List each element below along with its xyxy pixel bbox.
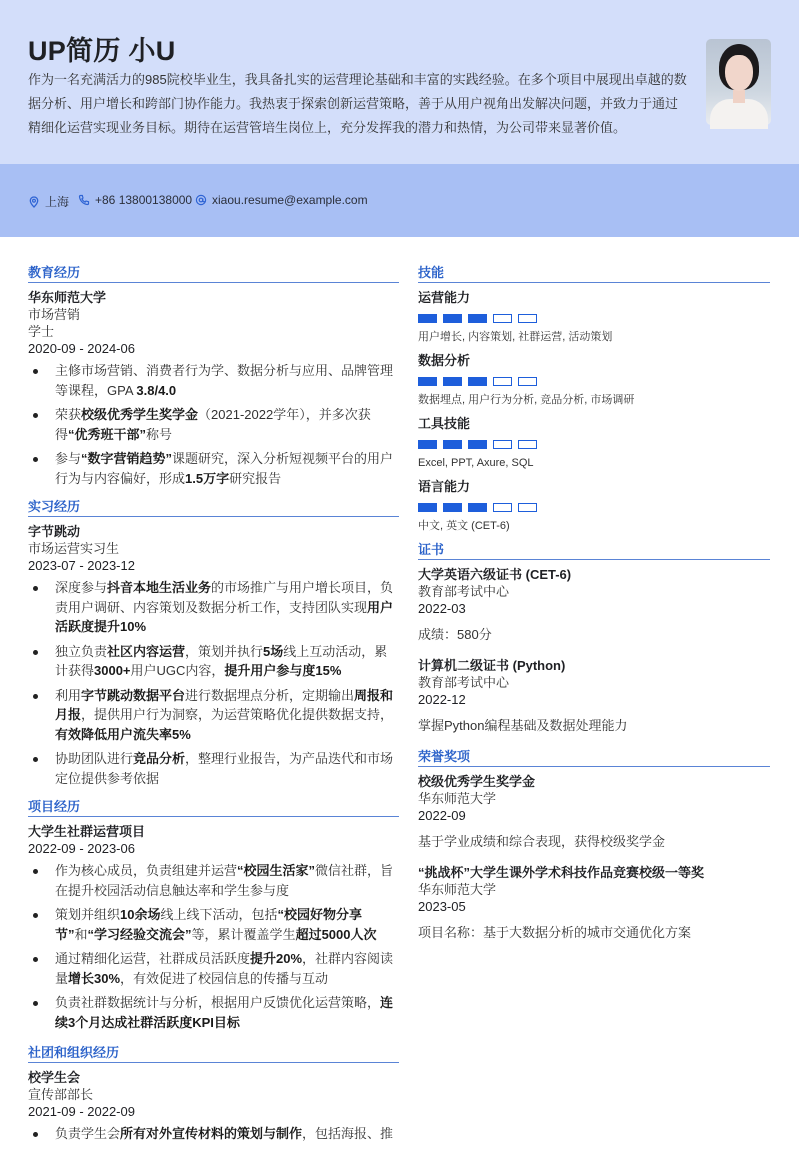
list-item: 作为核心成员，负责组建并运营“校园生活家”微信社群，旨在提升校园活动信息触达率和学生参与度	[28, 861, 399, 900]
certificate-note: 成绩：580分	[418, 627, 492, 642]
section-title-internship: 实习经历	[28, 498, 399, 517]
location-text: 上海	[45, 195, 70, 209]
skill-level-segment	[468, 314, 487, 323]
award-item	[418, 864, 770, 941]
school-name: 华东师范大学	[28, 290, 107, 305]
certificate-issuer: 教育部考试中心	[418, 584, 510, 599]
award-item	[418, 773, 770, 850]
section-title-project: 项目经历	[28, 798, 399, 817]
project-date: 2022-09 - 2023-06	[28, 841, 135, 856]
contact-phone[interactable]	[78, 193, 192, 207]
list-item: 负责社群数据统计与分析，根据用户反馈优化运营策略，连续3个月达成社群活跃度KPI目标	[28, 993, 399, 1032]
section-title-certificates: 证书	[418, 541, 770, 560]
organization-name: 校学生会	[28, 1070, 81, 1085]
certificate-item	[418, 657, 770, 734]
skill-description: 用户增长, 内容策划, 社群运营, 活动策划	[418, 331, 613, 343]
skill-level-segment	[493, 440, 512, 449]
skill-level-segment	[443, 377, 462, 386]
profile-photo	[706, 39, 771, 125]
skill-name: 工具技能	[418, 416, 471, 431]
organization-role: 宣传部部长	[28, 1087, 94, 1102]
right-column	[418, 264, 770, 951]
list-item: 主修市场营销、消费者行为学、数据分析与应用、品牌管理等课程，GPA 3.8/4.0	[28, 361, 399, 400]
certificate-date: 2022-12	[418, 692, 466, 707]
certificate-date: 2022-03	[418, 601, 466, 616]
left-column	[28, 264, 399, 1149]
skill-level-segment	[493, 377, 512, 386]
section-title-awards: 荣誉奖项	[418, 748, 770, 767]
skill-level-segment	[518, 314, 537, 323]
list-item: 独立负责社区内容运营，策划并执行5场线上互动活动，累计获得3000+用户UGC内容，提升用户参与度15%	[28, 642, 399, 681]
skill-description: 数据埋点, 用户行为分析, 竞品分析, 市场调研	[418, 394, 635, 406]
certificates-section	[418, 541, 770, 734]
skill-level-segment	[518, 503, 537, 512]
skill-level-segment	[418, 377, 437, 386]
skill-level-segment	[518, 440, 537, 449]
phone-text: +86 13800138000	[95, 193, 193, 207]
company-name: 字节跳动	[28, 524, 81, 539]
internship-date: 2023-07 - 2023-12	[28, 558, 135, 573]
award-issuer: 华东师范大学	[418, 882, 497, 897]
skill-level-segment	[443, 314, 462, 323]
location-pin-icon	[28, 196, 40, 208]
email-at-icon	[195, 194, 207, 206]
skill-name: 运营能力	[418, 290, 471, 305]
skill-name: 数据分析	[418, 353, 471, 368]
certificate-issuer: 教育部考试中心	[418, 675, 510, 690]
major: 市场营销	[28, 307, 81, 322]
skill-level-segment	[468, 377, 487, 386]
skill-item	[418, 415, 770, 471]
internship-section	[28, 498, 399, 788]
skill-level-segment	[493, 314, 512, 323]
list-item: 深度参与抖音本地生活业务的市场推广与用户增长项目，负责用户调研、内容策划及数据分析工作，支持团队实现用户活跃度提升10%	[28, 578, 399, 637]
skill-level-segment	[468, 503, 487, 512]
certificate-note: 掌握Python编程基础及数据处理能力	[418, 718, 628, 733]
award-note: 基于学业成绩和综合表现，获得校级奖学金	[418, 834, 666, 849]
candidate-name: UP简历 小U	[28, 36, 176, 66]
skill-description: Excel, PPT, Axure, SQL	[418, 457, 534, 469]
list-item: 策划并组织10余场线上线下活动，包括“校园好物分享节”和“学习经验交流会”等，累计覆盖学生超过5000人次	[28, 905, 399, 944]
skill-level-bar	[418, 503, 770, 512]
award-name: “挑战杯”大学生课外学术科技作品竞赛校级一等奖	[418, 865, 705, 880]
education-date: 2020-09 - 2024-06	[28, 341, 135, 356]
skill-level-segment	[418, 503, 437, 512]
list-item: 负责学生会所有对外宣传材料的策划与制作，包括海报、推	[28, 1124, 399, 1144]
list-item: 利用字节跳动数据平台进行数据埋点分析，定期输出周报和月报，提供用户行为洞察，为运营策略优化提供数据支持，有效降低用户流失率5%	[28, 686, 399, 745]
certificate-name: 大学英语六级证书 (CET-6)	[418, 567, 572, 582]
skill-name: 语言能力	[418, 479, 471, 494]
section-title-skills: 技能	[418, 264, 770, 283]
list-item: 协助团队进行竞品分析，整理行业报告，为产品迭代和市场定位提供参考依据	[28, 749, 399, 788]
contact-email[interactable]	[195, 193, 368, 207]
section-title-organization: 社团和组织经历	[28, 1044, 399, 1063]
skill-item	[418, 478, 770, 534]
organization-bullets	[28, 1124, 399, 1144]
skill-level-segment	[468, 440, 487, 449]
email-text: xiaou.resume@example.com	[212, 193, 368, 207]
organization-section	[28, 1044, 399, 1144]
certificate-name: 计算机二级证书 (Python)	[418, 658, 566, 673]
project-section	[28, 798, 399, 1032]
skill-level-segment	[493, 503, 512, 512]
award-date: 2023-05	[418, 899, 466, 914]
skill-level-segment	[418, 314, 437, 323]
skills-section	[418, 264, 770, 534]
contact-location	[28, 193, 69, 210]
skill-level-segment	[418, 440, 437, 449]
skill-item	[418, 352, 770, 408]
job-role: 市场运营实习生	[28, 541, 120, 556]
education-section	[28, 264, 399, 488]
award-name: 校级优秀学生奖学金	[418, 774, 536, 789]
section-title-education: 教育经历	[28, 264, 399, 283]
skill-level-bar	[418, 314, 770, 323]
skill-level-bar	[418, 440, 770, 449]
skill-level-segment	[443, 440, 462, 449]
skill-level-bar	[418, 377, 770, 386]
award-issuer: 华东师范大学	[418, 791, 497, 806]
internship-bullets	[28, 578, 399, 788]
skill-item	[418, 289, 770, 345]
project-bullets	[28, 861, 399, 1032]
profile-summary: 作为一名充满活力的985院校毕业生，我具备扎实的运营理论基础和丰富的实践经验。在多个项目中展现出卓越的数据分析、用户增长和跨部门协作能力。我热衷于探索创新运营策略，善于从用户视角出发解决问题，并致力于通过精细化运营实现业务目标。期待在运营管培生岗位上，充分发挥我的潜力和热情，为公司带来显著价值。	[28, 72, 687, 135]
awards-section	[418, 748, 770, 941]
list-item: 通过精细化运营，社群成员活跃度提升20%，社群内容阅读量增长30%，有效促进了校园信息的传播与互动	[28, 949, 399, 988]
list-item: 参与“数字营销趋势”课题研究，深入分析短视频平台的用户行为与内容偏好，形成1.5万字研究报告	[28, 449, 399, 488]
project-name: 大学生社群运营项目	[28, 824, 146, 839]
award-date: 2022-09	[418, 808, 466, 823]
resume-header	[0, 0, 799, 164]
skill-level-segment	[518, 377, 537, 386]
award-note: 项目名称：基于大数据分析的城市交通优化方案	[418, 925, 692, 940]
list-item: 荣获校级优秀学生奖学金（2021-2022学年），并多次获得“优秀班干部”称号	[28, 405, 399, 444]
organization-date: 2021-09 - 2022-09	[28, 1104, 135, 1119]
phone-icon	[78, 194, 90, 206]
certificate-item	[418, 566, 770, 643]
degree: 学士	[28, 324, 55, 339]
education-bullets	[28, 361, 399, 488]
skill-level-segment	[443, 503, 462, 512]
skill-description: 中文, 英文 (CET-6)	[418, 520, 510, 532]
